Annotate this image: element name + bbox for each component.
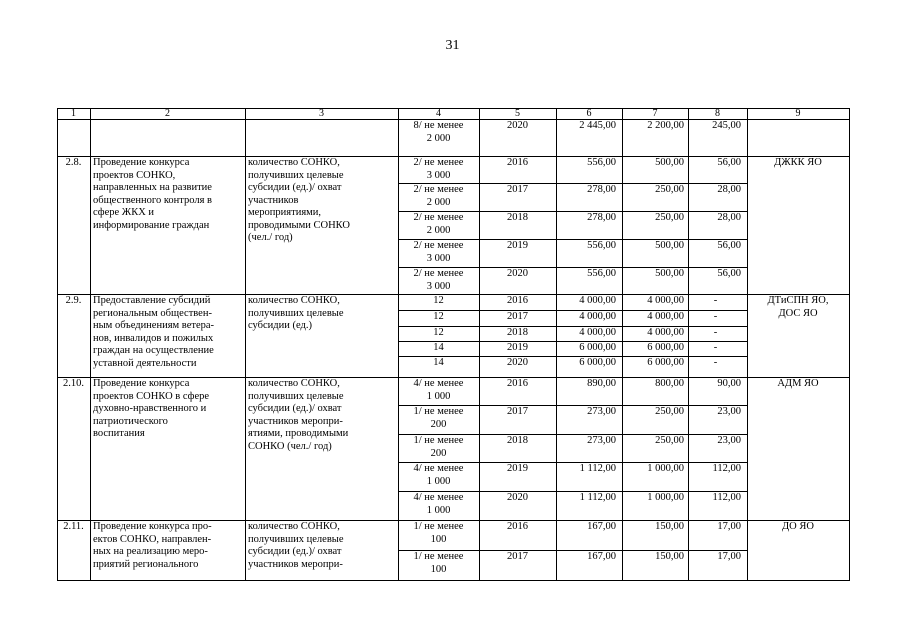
target-value: 14 [433,342,444,353]
year-value: 2016 [507,295,528,306]
column-border [57,108,58,581]
year-value: 2019 [507,240,528,251]
year-value: 2020 [507,357,528,368]
header-cell: 1 [71,108,76,119]
amount-total: 273,00 [587,435,616,446]
amount-other: 28,00 [717,212,741,223]
amount-other: 112,00 [712,492,741,503]
amount-total: 167,00 [587,521,616,532]
amount-regional: 500,00 [655,268,684,279]
amount-other: 90,00 [717,378,741,389]
amount-regional: 4 000,00 [647,311,684,322]
item-indicator: количество СОНКО, получивших целевые субсидии (ед.)/ охват участников мероприятиями, проводимыми СОНКО (чел./ год) [248,157,350,243]
target-value: 1/ не менее 200 [413,406,464,430]
amount-total: 556,00 [587,268,616,279]
amount-regional: 1 000,00 [647,463,684,474]
item-indicator: количество СОНКО, получивших целевые субсидии (ед.)/ охват участников меропри- ятиями, проводимыми СОНКО (чел./ год) [248,378,349,452]
column-border [849,108,850,581]
amount-other: 56,00 [717,240,741,251]
amount-other: 17,00 [717,551,741,562]
amount-regional: 500,00 [655,157,684,168]
amount-other: 28,00 [717,184,741,195]
year-value: 2016 [507,378,528,389]
year-value: 2018 [507,435,528,446]
item-number: 2.9. [65,295,82,306]
amount-total: 556,00 [587,240,616,251]
year-value: 2017 [507,184,528,195]
amount-regional: 800,00 [655,378,684,389]
target-value: 4/ не менее 1 000 [413,463,464,487]
target-value: 2/ не менее 3 000 [413,268,464,292]
amount-total: 2 445,00 [579,120,616,131]
amount-regional: 250,00 [655,212,684,223]
amount-other: 17,00 [717,521,741,532]
year-value: 2017 [507,311,528,322]
year-value: 2017 [507,406,528,417]
amount-regional: 2 200,00 [647,120,684,131]
target-value: 2/ не менее 2 000 [413,184,464,208]
target-value: 12 [433,295,444,306]
target-value: 1/ не менее 100 [413,521,464,545]
item-name: Проведение конкурса про- ектов СОНКО, направлен- ных на реализацию меро- приятий регионального [93,521,212,570]
amount-other: 112,00 [712,463,741,474]
column-border [747,108,748,581]
amount-total: 273,00 [587,406,616,417]
amount-regional: 1 000,00 [647,492,684,503]
item-number: 2.11. [63,521,84,532]
amount-total: 167,00 [587,551,616,562]
target-value: 2/ не менее 2 000 [413,212,464,236]
page-number: 31 [445,38,460,53]
amount-total: 278,00 [587,212,616,223]
item-executor: ДТиСПН ЯО, ДОС ЯО [767,295,829,319]
amount-other: 23,00 [717,406,741,417]
amount-other: - [713,295,718,306]
amount-total: 6 000,00 [579,357,616,368]
header-cell: 7 [652,108,658,119]
header-cell: 3 [319,108,324,119]
item-name: Проведение конкурса проектов СОНКО, направленных на развитие общественного контроля в сфере ЖКХ и информирование граждан [93,157,212,231]
year-value: 2020 [507,120,528,131]
target-value: 12 [433,327,444,338]
item-name: Проведение конкурса проектов СОНКО в сфере духовно-нравственного и патриотического воспитания [93,378,210,439]
amount-regional: 250,00 [655,406,684,417]
amount-regional: 250,00 [655,184,684,195]
amount-total: 1 112,00 [579,463,616,474]
target-value: 4/ не менее 1 000 [413,492,464,516]
column-border [398,108,399,581]
header-cell: 5 [515,108,520,119]
amount-regional: 4 000,00 [647,295,684,306]
amount-total: 4 000,00 [579,295,616,306]
table-bottom-border [57,580,850,581]
year-value: 2020 [507,268,528,279]
amount-other: - [713,342,718,353]
amount-regional: 150,00 [655,551,684,562]
amount-other: 56,00 [717,157,741,168]
amount-regional: 6 000,00 [647,357,684,368]
column-border [245,108,246,581]
amount-regional: 6 000,00 [647,342,684,353]
amount-total: 556,00 [587,157,616,168]
item-number: 2.8. [65,157,82,168]
target-value: 1/ не менее 200 [413,435,464,459]
column-border [479,108,480,581]
column-border [90,108,91,581]
amount-total: 1 112,00 [579,492,616,503]
year-value: 2017 [507,551,528,562]
header-cell: 4 [436,108,441,119]
year-value: 2019 [507,463,528,474]
year-value: 2016 [507,157,528,168]
amount-total: 278,00 [587,184,616,195]
target-value: 8/ не менее 2 000 [413,120,464,144]
target-value: 12 [433,311,444,322]
target-value: 4/ не менее 1 000 [413,378,464,402]
header-cell: 9 [795,108,801,119]
amount-regional: 4 000,00 [647,327,684,338]
column-border [556,108,557,581]
target-value: 1/ не менее 100 [413,551,464,575]
year-value: 2016 [507,521,528,532]
year-value: 2018 [507,212,528,223]
amount-other: 245,00 [712,120,741,131]
item-executor: ДЖКК ЯО [774,157,822,168]
header-cell: 2 [165,108,170,119]
amount-other: - [713,327,718,338]
header-cell: 6 [586,108,592,119]
year-value: 2018 [507,327,528,338]
target-value: 2/ не менее 3 000 [413,157,464,181]
header-cell: 8 [715,108,720,119]
target-value: 14 [433,357,444,368]
item-executor: ДО ЯО [782,521,814,532]
year-value: 2019 [507,342,528,353]
amount-total: 890,00 [587,378,616,389]
item-name: Предоставление субсидий региональным обществен- ным объединениям ветера- нов, инвалидов и пожилых граждан на осуществление уставной деятельности [93,295,215,369]
item-indicator: количество СОНКО, получивших целевые субсидии (ед.)/ охват участников меропри- [248,521,344,570]
amount-total: 4 000,00 [579,311,616,322]
column-border [688,108,689,581]
year-value: 2020 [507,492,528,503]
amount-other: 23,00 [717,435,741,446]
amount-other: 56,00 [717,268,741,279]
amount-regional: 150,00 [655,521,684,532]
item-executor: АДМ ЯО [777,378,819,389]
amount-regional: 250,00 [655,435,684,446]
amount-total: 4 000,00 [579,327,616,338]
target-value: 2/ не менее 3 000 [413,240,464,264]
amount-regional: 500,00 [655,240,684,251]
amount-other: - [713,357,718,368]
amount-other: - [713,311,718,322]
column-border [622,108,623,581]
item-number: 2.10. [63,378,84,389]
item-indicator: количество СОНКО, получивших целевые субсидии (ед.) [248,295,344,331]
amount-total: 6 000,00 [579,342,616,353]
